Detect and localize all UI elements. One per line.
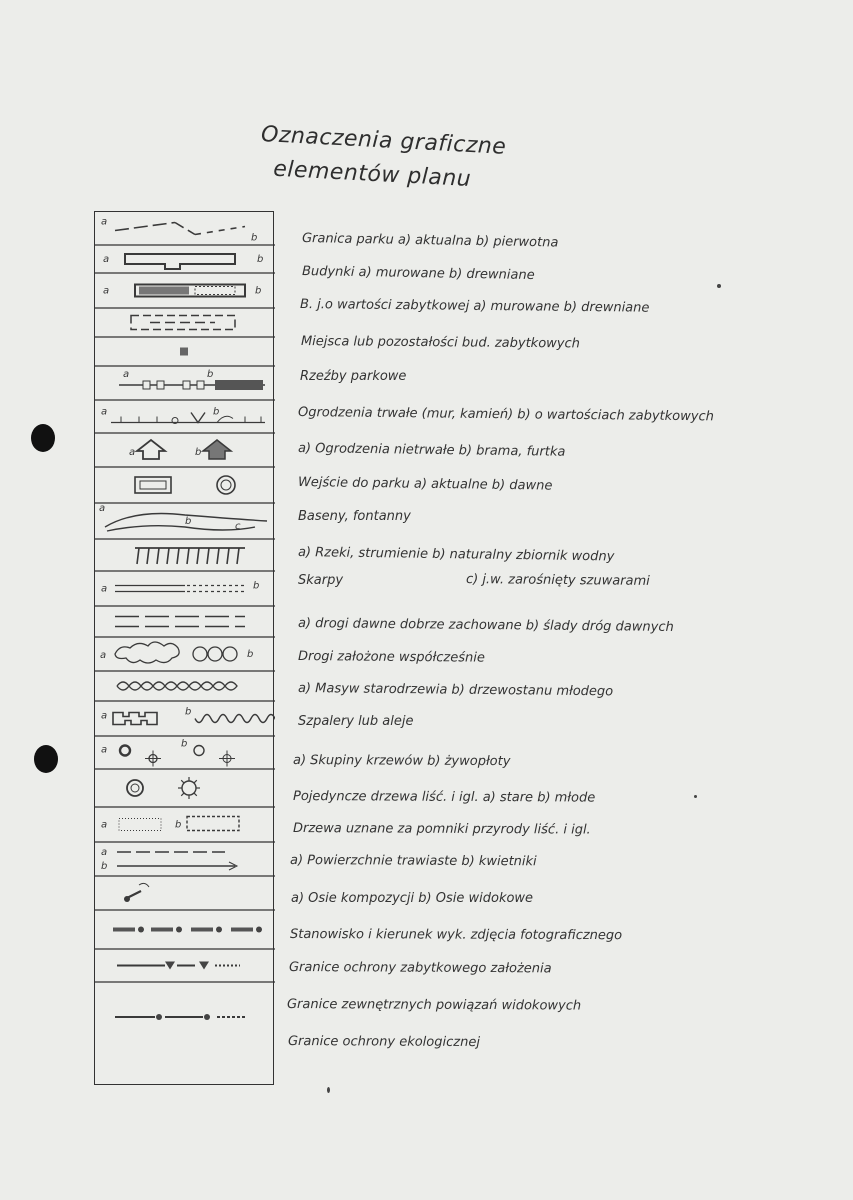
symbol-letter: a xyxy=(101,819,108,831)
symbol-letter: a xyxy=(101,583,108,595)
external-links-symbol xyxy=(117,962,240,970)
legend-description: Stanowisko i kierunek wyk. zdjęcia fotograficznego xyxy=(289,927,623,944)
legend-description: Ogrodzenia trwałe (mur, kamień) b) o wartościach zabytkowych xyxy=(297,405,714,425)
boundary-symbol xyxy=(101,217,257,244)
legend-description: Miejsca lub pozostałości bud. zabytkowych xyxy=(300,334,580,352)
symbol-letter: b xyxy=(251,232,258,244)
legend-description: Granice ochrony zabytkowego założenia xyxy=(288,960,552,977)
alley-symbol xyxy=(117,682,237,690)
title-line-1: Oznaczenia graficzne xyxy=(260,121,507,160)
paper-speck xyxy=(717,284,721,288)
punch-hole xyxy=(34,745,58,773)
entrance-symbol xyxy=(129,440,231,459)
tree-mass-symbol xyxy=(100,642,253,663)
axes-symbol xyxy=(101,847,237,872)
legend-description: Rzeźby parkowe xyxy=(300,369,407,384)
old-roads-symbol xyxy=(101,581,259,595)
symbol-letter: b xyxy=(213,406,220,418)
symbol-letter: b xyxy=(253,580,260,592)
symbol-letter: b xyxy=(175,819,182,831)
legend-description: Szpalery lub aleje xyxy=(298,714,414,729)
sculpture-symbol xyxy=(180,348,188,356)
symbol-letter: a xyxy=(101,847,108,858)
fence-symbol xyxy=(119,369,265,390)
paper-speck xyxy=(327,1087,330,1093)
symbol-letter: a xyxy=(101,710,108,722)
legend-description: a) Rzeki, strumienie b) naturalny zbiornik wodny xyxy=(297,545,615,565)
single-trees-symbol xyxy=(101,739,235,767)
protection-boundary-symbol xyxy=(113,927,262,933)
river-symbol xyxy=(99,503,267,532)
page-title xyxy=(258,118,561,202)
symbol-letter: b xyxy=(185,706,192,718)
legend-description: Drzewa uznane za pomniki przyrody liść. i igl. xyxy=(292,821,591,838)
legend-description: Skarpy xyxy=(298,573,344,588)
symbol-letter: b xyxy=(195,447,202,458)
symbol-letter: a xyxy=(100,650,107,661)
symbol-letter: b xyxy=(101,861,108,872)
legend-description: Drogi założone współcześnie xyxy=(297,649,485,666)
legend-description: a) Powierzchnie trawiaste b) kwietniki xyxy=(289,853,537,870)
legend-description: Granica parku a) aktualna b) pierwotna xyxy=(301,231,559,251)
symbol-letter: a xyxy=(103,254,110,265)
symbol-letter: a xyxy=(101,216,108,228)
symbol-letter: b xyxy=(257,254,264,265)
pool-symbol xyxy=(135,476,235,494)
new-roads-symbol xyxy=(115,617,245,627)
camera-symbol xyxy=(124,883,149,902)
symbol-letter: b xyxy=(247,649,254,660)
symbol-letter: a xyxy=(129,447,136,458)
punch-hole xyxy=(31,424,55,452)
legend-description: Budynki a) murowane b) drewniane xyxy=(301,264,535,284)
symbol-letter: b xyxy=(207,369,214,380)
buildings-symbol xyxy=(103,254,263,269)
legend-description: a) Skupiny krzewów b) żywopłoty xyxy=(292,753,511,770)
symbol-letter: c xyxy=(235,521,241,532)
legend-description: a) drogi dawne dobrze zachowane b) ślady dróg dawnych xyxy=(297,616,674,635)
shrubs-symbol xyxy=(101,707,275,725)
symbol-letter: a xyxy=(101,406,108,418)
legend-description: Wejście do parku a) aktualne b) dawne xyxy=(297,475,553,494)
title-line-2: elementów planu xyxy=(272,156,472,193)
legend-symbols xyxy=(95,212,275,1086)
ruins-symbol xyxy=(131,316,235,330)
eco-boundary-symbol xyxy=(115,1014,245,1020)
legend-description: Pojedyncze drzewa liść. i igl. a) stare b) młode xyxy=(292,789,596,806)
legend-description: a) Ogrodzenia nietrwałe b) brama, furtka xyxy=(297,441,566,460)
symbol-letter: a xyxy=(101,744,108,756)
symbol-letter: a xyxy=(99,503,106,514)
historic-buildings-symbol xyxy=(103,285,261,297)
lawn-symbol xyxy=(101,817,239,831)
legend-description: a) Masyw starodrzewia b) drzewostanu młodego xyxy=(297,681,614,700)
slope-symbol xyxy=(135,548,245,564)
legend-extra-note: c) j.w. zarośnięty szuwarami xyxy=(465,572,650,589)
legend-description: Granice ochrony ekologicznej xyxy=(287,1034,480,1051)
legend-symbol-column xyxy=(94,211,274,1085)
legend-description: a) Osie kompozycji b) Osie widokowe xyxy=(291,891,534,906)
monument-trees-symbol xyxy=(127,777,200,799)
legend-description: Granice zewnętrznych powiązań widokowych xyxy=(286,997,582,1014)
symbol-letter: b xyxy=(185,516,192,527)
paper-speck xyxy=(694,795,697,798)
symbol-letter: a xyxy=(103,285,110,297)
legend-description: B. j.o wartości zabytkowej a) murowane b) drewniane xyxy=(299,297,650,316)
symbol-letter: b xyxy=(255,285,262,297)
temp-fence-symbol xyxy=(101,407,265,424)
legend-description: Baseny, fontanny xyxy=(298,509,411,524)
symbol-letter: b xyxy=(181,738,188,750)
symbol-letter: a xyxy=(123,369,130,380)
